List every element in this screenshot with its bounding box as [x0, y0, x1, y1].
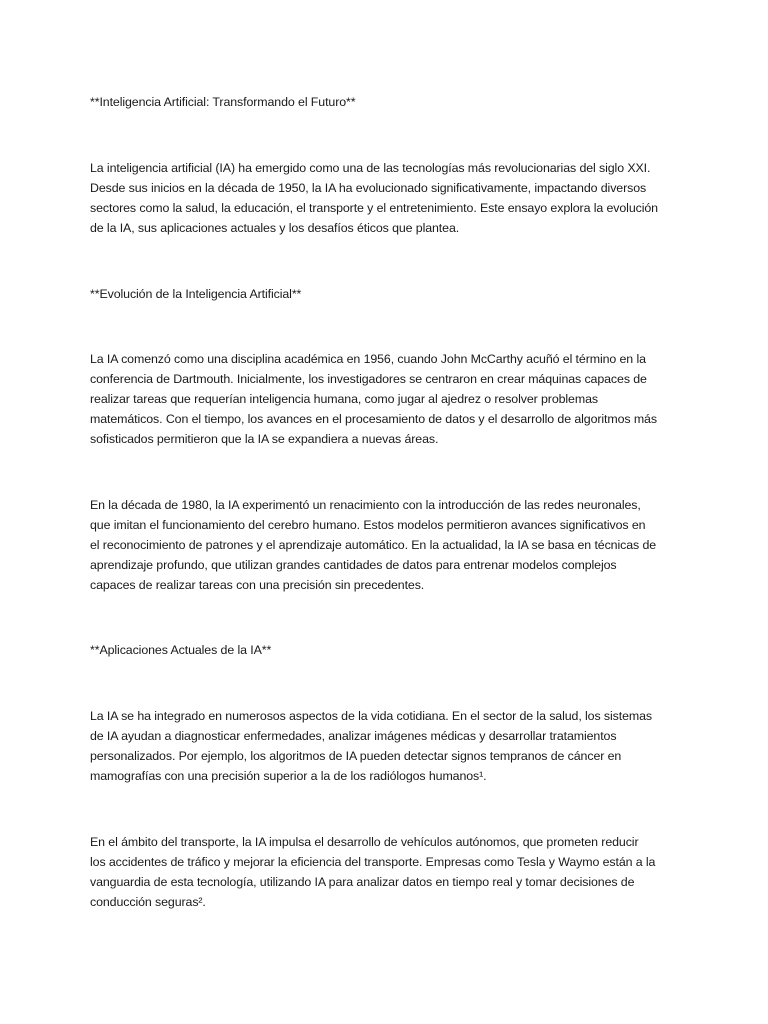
evolucion-p1-line: sofisticados permitieron que la IA se expandiera a nuevas áreas. — [90, 432, 439, 446]
evolucion-p1-line: La IA comenzó como una disciplina académica en 1956, cuando John McCarthy acuñó el término en la — [90, 352, 646, 366]
heading-aplicaciones-text: **Aplicaciones Actuales de la IA** — [90, 643, 272, 657]
heading-aplicaciones — [90, 640, 690, 660]
evolucion-paragraph-2 — [90, 495, 690, 595]
aplicaciones-p2-line: los accidentes de tráfico y mejorar la eficiencia del transporte. Empresas como Tesla y Waymo están a la — [90, 855, 656, 869]
aplicaciones-p1-line: mamografías con una precisión superior a la de los radiólogos humanos¹. — [90, 769, 487, 783]
heading-evolucion-text: **Evolución de la Inteligencia Artificial** — [90, 287, 302, 301]
intro-line: sectores como la salud, la educación, el transporte y el entretenimiento. Este ensayo explora la evolución — [90, 201, 658, 215]
document-title — [90, 92, 690, 112]
intro-line: La inteligencia artificial (IA) ha emergido como una de las tecnologías más revolucionarias del siglo XXI. — [90, 161, 651, 175]
aplicaciones-paragraph-1 — [90, 706, 690, 786]
evolucion-p2-line: que imitan el funcionamiento del cerebro humano. Estos modelos permitieron avances significativos en — [90, 518, 646, 532]
evolucion-p2-line: el reconocimiento de patrones y el aprendizaje automático. En la actualidad, la IA se basa en técnicas de — [90, 538, 657, 552]
evolucion-paragraph-1 — [90, 349, 690, 449]
aplicaciones-p2-line: conducción seguras². — [90, 895, 206, 909]
aplicaciones-paragraph-2 — [90, 832, 690, 912]
aplicaciones-p1-line: personalizados. Por ejemplo, los algoritmos de IA pueden detectar signos tempranos de cáncer en — [90, 749, 622, 763]
aplicaciones-p1-line: de IA ayudan a diagnosticar enfermedades, analizar imágenes médicas y desarrollar tratamientos — [90, 729, 617, 743]
intro-paragraph — [90, 158, 690, 238]
intro-line: de la IA, sus aplicaciones actuales y los desafíos éticos que plantea. — [90, 221, 460, 235]
evolucion-p2-line: aprendizaje profundo, que utilizan grandes cantidades de datos para entrenar modelos complejos — [90, 558, 617, 572]
evolucion-p1-line: matemáticos. Con el tiempo, los avances en el procesamiento de datos y el desarrollo de algoritmos más — [90, 412, 657, 426]
heading-evolucion — [90, 284, 690, 304]
aplicaciones-p2-line: vanguardia de esta tecnología, utilizando IA para analizar datos en tiempo real y tomar decisiones de — [90, 875, 635, 889]
evolucion-p1-line: realizar tareas que requerían inteligencia humana, como jugar al ajedrez o resolver problemas — [90, 392, 598, 406]
intro-line: Desde sus inicios en la década de 1950, la IA ha evolucionado significativamente, impactando diversos — [90, 181, 647, 195]
evolucion-p1-line: conferencia de Dartmouth. Inicialmente, los investigadores se centraron en crear máquinas capaces de — [90, 372, 647, 386]
evolucion-p2-line: En la década de 1980, la IA experimentó un renacimiento con la introducción de las redes neuronales, — [90, 498, 641, 512]
aplicaciones-p1-line: La IA se ha integrado en numerosos aspectos de la vida cotidiana. En el sector de la salud, los sistemas — [90, 709, 652, 723]
aplicaciones-p2-line: En el ámbito del transporte, la IA impulsa el desarrollo de vehículos autónomos, que prometen reducir — [90, 835, 639, 849]
evolucion-p2-line: capaces de realizar tareas con una precisión sin precedentes. — [90, 578, 425, 592]
title-text: **Inteligencia Artificial: Transformando el Futuro** — [90, 95, 356, 109]
